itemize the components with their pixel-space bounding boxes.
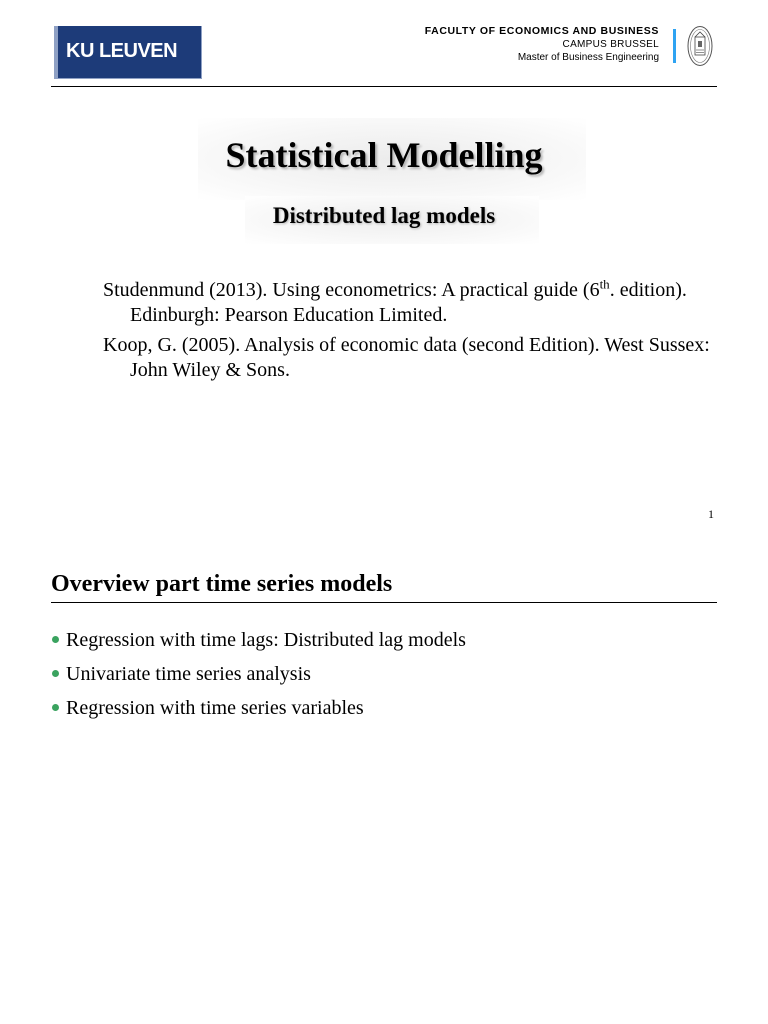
campus-name: CAMPUS BRUSSEL — [562, 39, 659, 50]
bullet-dot-icon — [52, 636, 59, 643]
reference-text: Studenmund (2013). Using econometrics: A practical guide (6 — [103, 279, 600, 301]
bullet-item — [52, 691, 466, 725]
bullet-text: Regression with time lags: Distributed lag models — [66, 629, 466, 651]
bullet-text: Univariate time series analysis — [66, 663, 311, 685]
reference-item: Koop, G. (2005). Analysis of economic data (second Edition). West Sussex: John Wiley & Sons. — [103, 334, 710, 381]
bullet-text: Regression with time series variables — [66, 697, 364, 719]
header-divider — [51, 86, 717, 87]
bullet-item — [52, 657, 466, 691]
accent-bar — [673, 29, 676, 63]
bullet-dot-icon — [52, 704, 59, 711]
ku-leuven-logo — [58, 26, 201, 78]
reference-superscript: th — [599, 276, 610, 292]
section-divider — [51, 602, 717, 603]
slide-subtitle: Distributed lag models — [272, 203, 496, 228]
program-name: Master of Business Engineering — [517, 52, 659, 63]
reference-list — [103, 278, 713, 388]
reference-text-continued: . edition). Edinburgh: Pearson Education Limited. — [130, 279, 687, 326]
bullet-list — [52, 623, 466, 725]
reference-item — [103, 278, 713, 328]
page-number: 1 — [708, 507, 714, 521]
university-seal-icon — [687, 25, 713, 67]
slide-title: Statistical Modelling — [225, 135, 543, 175]
bullet-dot-icon — [52, 670, 59, 677]
faculty-name: FACULTY OF ECONOMICS AND BUSINESS — [424, 25, 659, 37]
logo-text: KU LEUVEN — [66, 40, 178, 62]
faculty-info — [425, 25, 659, 64]
section-heading: Overview part time series models — [51, 571, 393, 597]
bullet-item — [52, 623, 466, 657]
